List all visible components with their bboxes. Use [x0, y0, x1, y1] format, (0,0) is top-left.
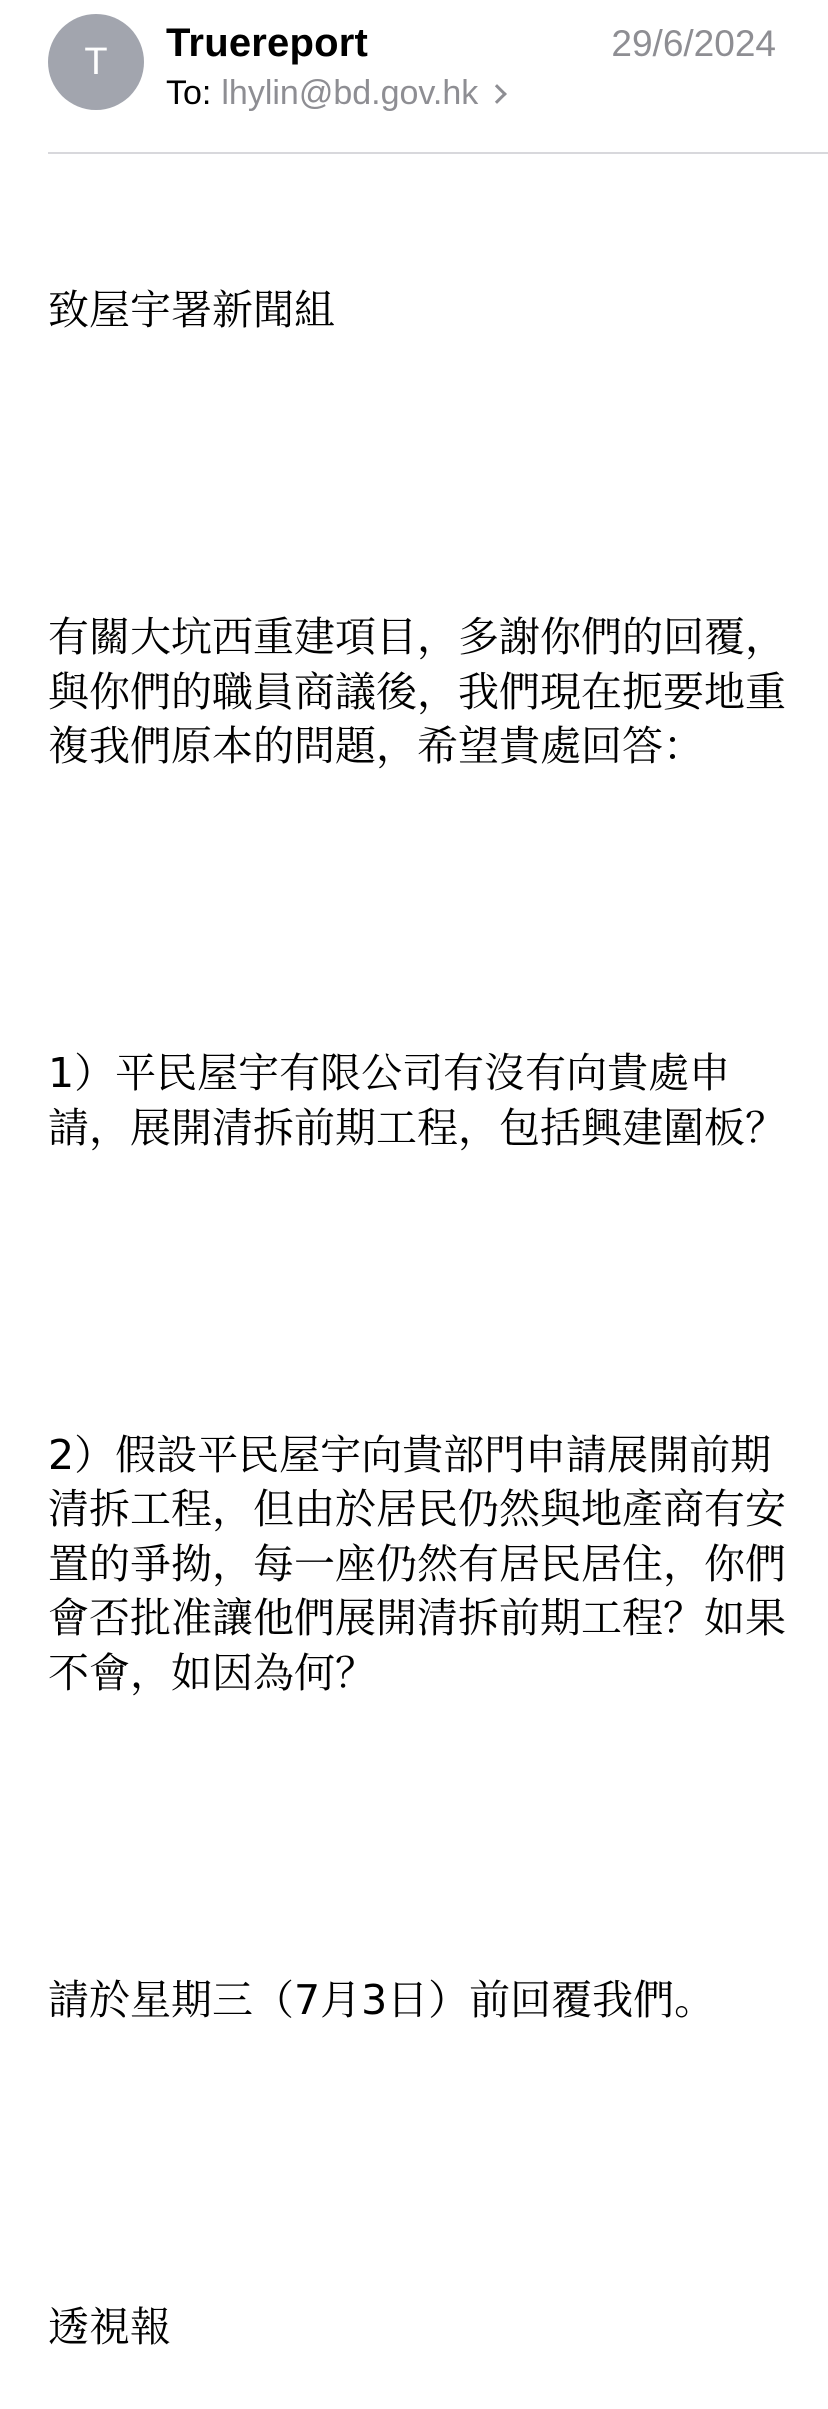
question-2: 2）假設平民屋宇向貴部門申請展開前期清拆工程，但由於居民仍然與地產商有安置的爭拗，每一座仍然有居民居住，你們會否批准讓他們展開清拆前期工程？如果不會，如因為何？: [48, 1430, 786, 1697]
recipient-line[interactable]: [166, 72, 504, 114]
blank-line: [48, 2136, 788, 2191]
avatar-initial: T: [84, 41, 108, 83]
signature: 透視報: [48, 2302, 171, 2351]
email-body: [48, 174, 788, 2409]
blank-line: [48, 883, 788, 938]
intro-paragraph: 有關大坑西重建項目，多謝你們的回覆，與你們的職員商議後，我們現在扼要地重複我們原本的問題，希望貴處回答：: [48, 613, 786, 770]
recipient-address[interactable]: lhylin@bd.gov.hk: [221, 74, 479, 112]
blank-line: [48, 447, 788, 502]
sender-name[interactable]: Truereport: [166, 21, 369, 65]
sender-avatar[interactable]: [48, 14, 144, 110]
chevron-right-icon[interactable]: [487, 84, 507, 104]
question-1: 1）平民屋宇有限公司有沒有向貴處申請，展開清拆前期工程，包括興建圍板？: [48, 1049, 786, 1152]
to-label: To:: [166, 74, 212, 112]
reply-request: 請於星期三（7月3日）前回覆我們。: [48, 1975, 716, 2024]
email-date: 29/6/2024: [611, 23, 776, 64]
email-header: [0, 0, 828, 152]
header-divider: [48, 152, 828, 154]
greeting-line: 致屋宇署新聞組: [48, 286, 335, 334]
blank-line: [48, 1264, 788, 1319]
blank-line: [48, 1809, 788, 1864]
